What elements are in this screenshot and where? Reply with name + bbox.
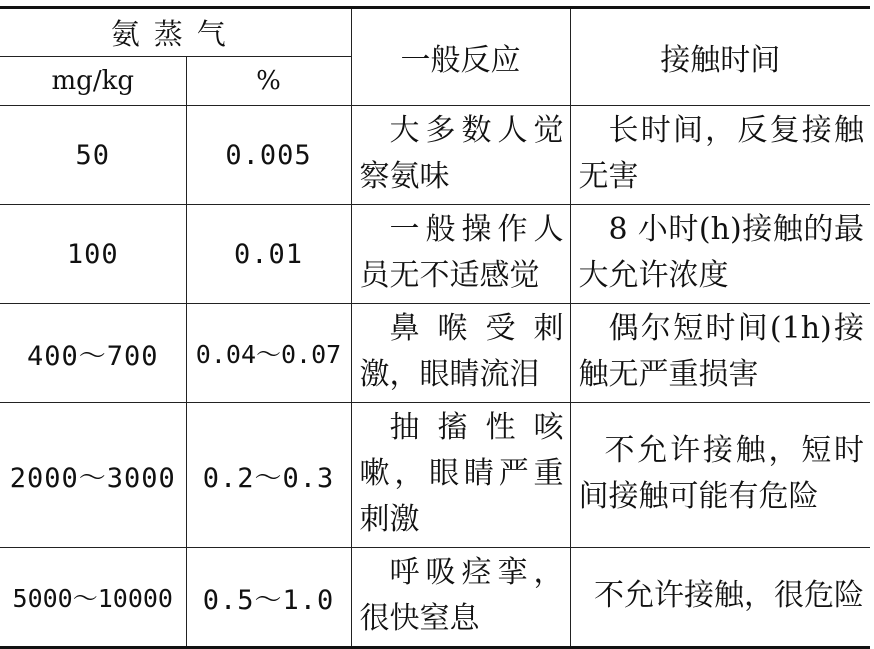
cell-mgkg: 400～700 xyxy=(0,304,186,403)
header-general-reaction: 一般反应 xyxy=(351,8,570,106)
cell-exposure: 8 小时(h)接触的最大允许浓度 xyxy=(570,205,870,304)
cell-reaction: 大多数人觉察氨味 xyxy=(351,106,570,205)
table-row xyxy=(0,106,870,205)
cell-reaction: 鼻喉受刺激，眼睛流泪 xyxy=(351,304,570,403)
cell-mgkg: 50 xyxy=(0,106,186,205)
header-row-group xyxy=(0,8,870,57)
table-row xyxy=(0,548,870,648)
table-row xyxy=(0,403,870,548)
cell-percent: 0.5～1.0 xyxy=(186,548,351,648)
header-unit-percent: % xyxy=(186,57,351,106)
cell-mgkg: 5000～10000 xyxy=(0,548,186,648)
cell-percent: 0.01 xyxy=(186,205,351,304)
cell-exposure: 不允许接触，很危险 xyxy=(570,548,870,648)
ammonia-exposure-table xyxy=(0,6,870,649)
cell-exposure: 偶尔短时间(1h)接触无严重损害 xyxy=(570,304,870,403)
header-unit-mgkg: mg/kg xyxy=(0,57,186,106)
ammonia-exposure-table-container xyxy=(0,6,870,649)
table-row xyxy=(0,304,870,403)
cell-mgkg: 100 xyxy=(0,205,186,304)
cell-percent: 0.04～0.07 xyxy=(186,304,351,403)
header-ammonia-vapor: 氨蒸气 xyxy=(0,8,351,57)
header-exposure-time: 接触时间 xyxy=(570,8,870,106)
cell-reaction: 呼吸痉挛，很快窒息 xyxy=(351,548,570,648)
cell-mgkg: 2000～3000 xyxy=(0,403,186,548)
cell-reaction: 抽搐性咳嗽，眼睛严重刺激 xyxy=(351,403,570,548)
cell-percent: 0.005 xyxy=(186,106,351,205)
cell-reaction: 一般操作人员无不适感觉 xyxy=(351,205,570,304)
table-row xyxy=(0,205,870,304)
cell-exposure: 不允许接触，短时间接触可能有危险 xyxy=(570,403,870,548)
cell-percent: 0.2～0.3 xyxy=(186,403,351,548)
cell-exposure: 长时间，反复接触无害 xyxy=(570,106,870,205)
